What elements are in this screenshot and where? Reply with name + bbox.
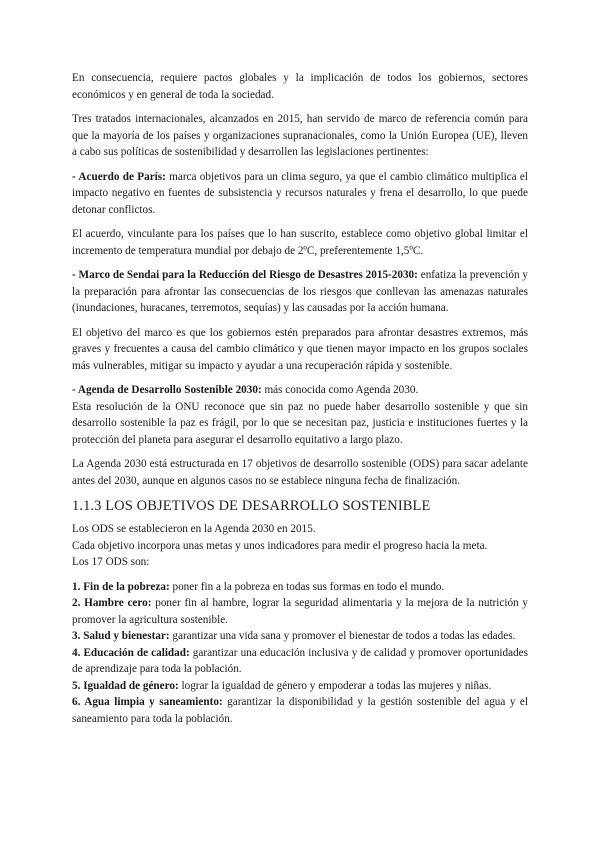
agenda-resolution-text: Esta resolución de la ONU reconoce que sin paz no puede haber desarrollo sostenible y que sin desarrollo sostenible la paz es frágil, por lo que se necesitan paz, justicia e instituciones fuertes y la protección del planeta para asegurar el desarrollo equitativo a largo plazo. xyxy=(72,400,528,446)
paris-title: - Acuerdo de París: xyxy=(72,170,166,183)
ods-item-title: 4. Educación de calidad: xyxy=(72,646,190,659)
paragraph-consequence: En consecuencia, requiere pactos globales y la implicación de todos los gobiernos, sectores económicos y en general de toda la sociedad. xyxy=(72,72,528,101)
paragraph-paris xyxy=(72,169,528,219)
intro-line-1: Los ODS se establecieron en la Agenda 2030 en 2015. xyxy=(72,523,316,535)
paragraph-treaties: Tres tratados internacionales, alcanzados en 2015, han servido de marco de referencia común para que la mayoría de los países y organizaciones supranacionales, como la Unión Europea (UE), lleven a cabo sus políticas de sostenibilidad y desarrollen las legislaciones pertinentes: xyxy=(72,113,528,158)
paragraph-agenda-structure: La Agenda 2030 está estructurada en 17 objetivos de desarrollo sostenible (ODS) para sacar adelante antes del 2030, aunque en algunos casos no se establece ninguna fecha de finalización. xyxy=(72,458,528,487)
paragraph-agreement: El acuerdo, vinculante para los países que lo han suscrito, establece como objetivo global limitar el incremento de temperatura mundial por debajo de 2ºC, preferentemente 1,5ºC. xyxy=(72,228,528,257)
ods-item-title: 2. Hambre cero: xyxy=(72,597,152,609)
ods-item-title: 3. Salud y bienestar: xyxy=(72,630,170,642)
section-intro xyxy=(72,521,528,571)
ods-item xyxy=(72,678,528,695)
intro-line-2: Cada objetivo incorpora unas metas y unos indicadores para medir el progreso hacia la meta. xyxy=(72,539,488,552)
ods-item xyxy=(72,579,528,596)
ods-item-title: 1. Fin de la pobreza: xyxy=(72,580,170,593)
ods-item-text: garantizar una vida sana y promover el bienestar de todos a todas las edades. xyxy=(169,630,516,642)
ods-item xyxy=(72,645,528,678)
ods-item-text: garantizar una educación inclusiva y de calidad y promover oportunidades de aprendizaje para toda la población. xyxy=(72,646,528,675)
page-content xyxy=(72,70,528,727)
ods-item-text: lograr la igualdad de género y empoderar a todas las mujeres y niñas. xyxy=(178,679,492,692)
ods-item-text: garantizar la disponibilidad y la gestión sostenible del agua y el saneamiento para toda la población. xyxy=(72,696,528,725)
ods-item xyxy=(72,595,528,628)
paragraph-sendai xyxy=(72,267,528,317)
agenda-title: - Agenda de Desarrollo Sostenible 2030: xyxy=(72,384,262,396)
section-heading: 1.1.3 LOS OBJETIVOS DE DESARROLLO SOSTENIBLE xyxy=(72,498,431,514)
paragraph-agenda xyxy=(72,382,528,448)
ods-item-text: poner fin al hambre, lograr la seguridad alimentaria y la mejora de la nutrición y promover la agricultura sostenible. xyxy=(72,597,528,626)
intro-line-3: Los 17 ODS son: xyxy=(72,556,150,568)
paragraph-framework-goal: El objetivo del marco es que los gobiernos estén preparados para afrontar desastres extremos, más graves y frecuentes a causa del cambio climático y que tienen mayor impacto en los grupos sociales más vulnerables, mitigar su impacto y ayudar a una recuperación rápida y sostenible. xyxy=(72,326,528,372)
agenda-text: más conocida como Agenda 2030. xyxy=(261,384,419,396)
ods-item xyxy=(72,628,528,645)
paris-text: marca objetivos para un clima seguro, ya que el cambio climático multiplica el impacto negativo en fuentes de subsistencia y recursos naturales y frena el desarrollo, lo que puede detonar conflictos. xyxy=(72,170,528,216)
ods-list xyxy=(72,579,528,728)
ods-item-title: 6. Agua limpia y saneamiento: xyxy=(72,696,223,708)
sendai-text: enfatiza la prevención y la preparación para afrontar las consecuencias de los riesgos que conllevan las amenazas naturales (inundaciones, huracanes, terremotos, sequías) y las causadas por la acción humana. xyxy=(72,269,529,314)
sendai-title: - Marco de Sendai para la Reducción del Riesgo de Desastres 2015-2030: xyxy=(72,269,418,281)
ods-item-title: 5. Igualdad de género: xyxy=(72,679,179,692)
ods-item xyxy=(72,694,528,727)
ods-item-text: poner fin a la pobreza en todas sus formas en todo el mundo. xyxy=(169,580,445,593)
